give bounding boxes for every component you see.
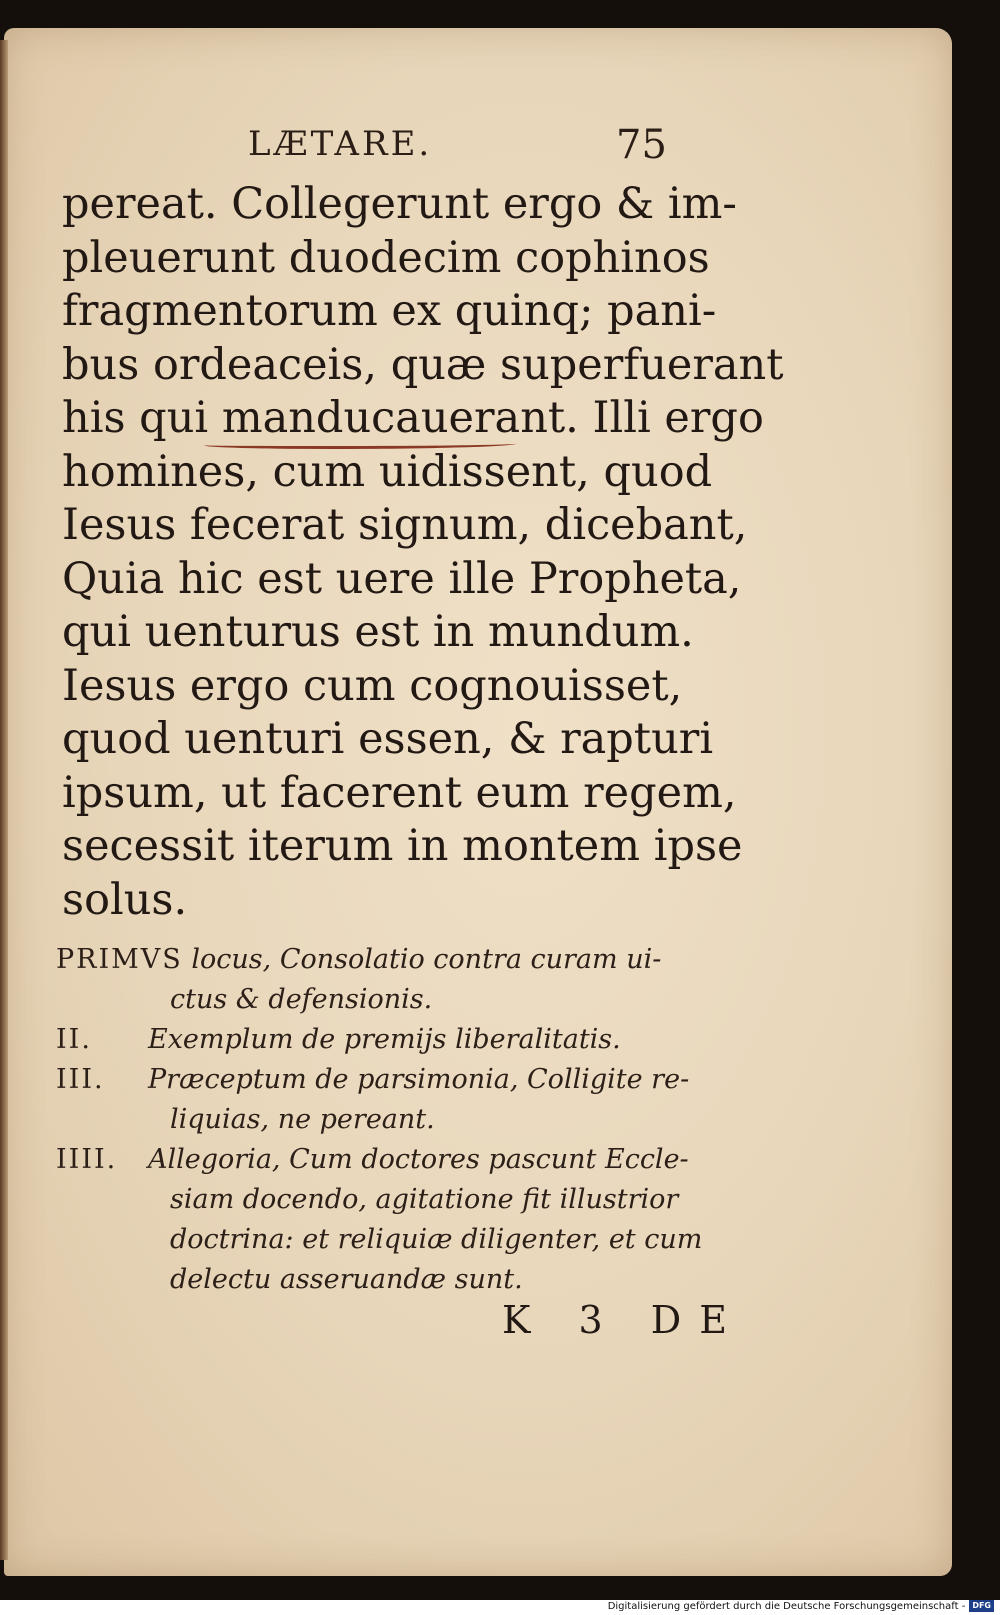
text-line: pleuerunt duodecim cophinos: [62, 232, 710, 283]
locus-text: locus, Consolatio contra curam ui-: [191, 944, 662, 975]
locus-continuation: ctus & defensionis.: [170, 984, 433, 1015]
running-head: LÆTARE.: [248, 124, 433, 164]
text-line: qui uenturus est in mundum.: [62, 607, 694, 657]
locus-text: Præceptum de parsimonia, Colligite re-: [148, 1064, 690, 1095]
text-line: homines, cum uidissent, quod: [62, 446, 713, 497]
locus-number: II.: [56, 1024, 92, 1055]
locus-continuation: liquias, ne pereant.: [170, 1104, 435, 1135]
locus-text: Exemplum de premijs liberalitatis.: [148, 1024, 621, 1055]
text-line: quod uenturi essen, & rapturi: [62, 714, 714, 764]
text-line: secessit iterum in montem ipse: [62, 821, 743, 871]
text-line: fragmentorum ex quinq; pani-: [62, 286, 717, 336]
text-line: Quia hic est uere ille Propheta,: [62, 553, 742, 604]
locus-item: [56, 940, 688, 1020]
text-line: his qui manducauerant. Illi ergo: [62, 393, 764, 443]
locus-text: Allegoria, Cum doctores pascunt Eccle-: [148, 1144, 689, 1175]
locus-number: PRIMVS: [56, 944, 183, 975]
loci-list: [56, 940, 703, 1300]
text-line: solus.: [62, 874, 188, 925]
page-number: 75: [616, 122, 667, 168]
locus-continuation: doctrina: et reliquiæ diligenter, et cum: [170, 1224, 703, 1255]
text-line: pereat. Collegerunt ergo & im-: [62, 179, 737, 229]
credit-text: Digitalisierung gefördert durch die Deutsche Forschungsgemeinschaft -: [607, 1600, 966, 1612]
locus-item: [56, 1020, 688, 1060]
locus-number: IIII.: [56, 1144, 118, 1175]
text-line: bus ordeaceis, quæ superfuerant: [62, 339, 784, 390]
locus-continuation: siam docendo, agitatione fit illustrior: [170, 1184, 679, 1215]
locus-continuation: delectu asseruandæ sunt.: [170, 1264, 523, 1295]
text-line: ipsum, ut facerent eum regem,: [62, 767, 737, 818]
funding-credit: [608, 1600, 994, 1612]
page-binding-edge: [0, 40, 8, 1560]
locus-number: III.: [56, 1064, 105, 1095]
main-text: [62, 178, 784, 927]
locus-item: [56, 1060, 688, 1140]
text-line: Iesus fecerat signum, dicebant,: [62, 500, 748, 550]
locus-item: [56, 1140, 703, 1300]
signature-mark: K 3 DE: [502, 1298, 745, 1342]
text-line: Iesus ergo cum cognouisset,: [62, 660, 683, 711]
dfg-logo: DFG: [969, 1600, 994, 1612]
